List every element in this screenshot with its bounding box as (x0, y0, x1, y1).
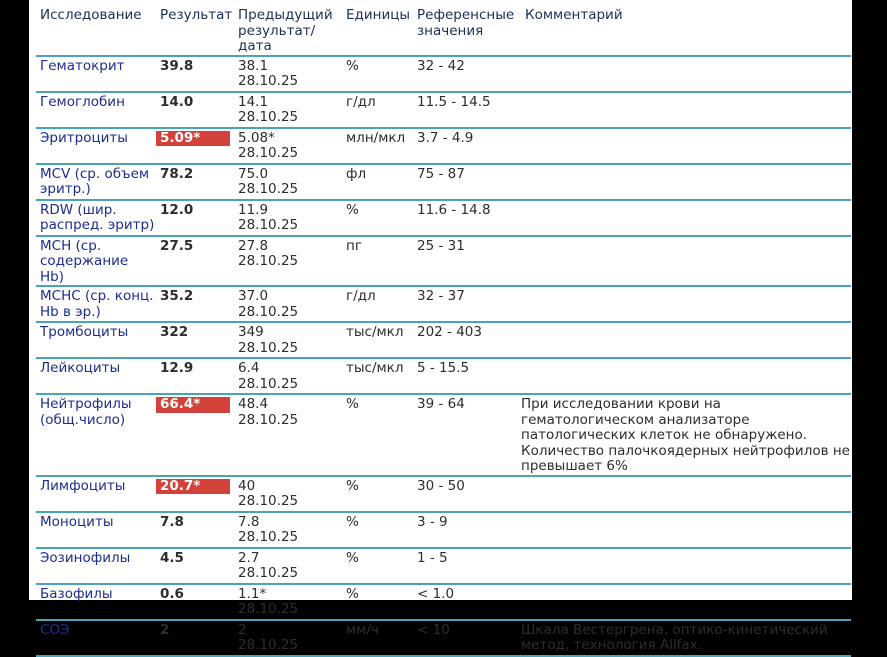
result-value: 78.2 (160, 165, 194, 182)
previous-value: 6.4 (238, 360, 260, 376)
header-units: Единицы (342, 8, 413, 56)
test-name: Базофилы (36, 584, 156, 620)
test-name: Эозинофилы (36, 548, 156, 584)
test-name: MCH (ср. содержание Hb) (36, 236, 156, 287)
comment-cell (521, 200, 851, 236)
previous-date: 28.10.25 (238, 529, 299, 545)
previous-value: 27.8 (238, 237, 269, 254)
result-cell (156, 56, 234, 92)
test-name: RDW (шир. распред. эритр) (36, 200, 156, 236)
result-cell (156, 358, 234, 394)
comment-cell (521, 128, 851, 164)
comment-cell (521, 286, 851, 322)
test-name: Гемоглобин (36, 92, 156, 128)
previous-cell (234, 164, 342, 200)
result-cell (156, 394, 234, 476)
previous-value: 48.4 (238, 396, 269, 412)
results-table (36, 8, 851, 657)
test-name: СОЭ (36, 620, 156, 656)
previous-cell (234, 394, 342, 476)
result-cell (156, 548, 234, 584)
results-body (36, 56, 851, 656)
units-cell: тыс/мкл (342, 322, 413, 358)
reference-cell: 3.7 - 4.9 (413, 128, 521, 164)
result-value: 12.0 (160, 201, 194, 218)
reference-cell: 32 - 42 (413, 56, 521, 92)
units-cell: тыс/мкл (342, 358, 413, 394)
reference-cell: < 10 (413, 620, 521, 656)
comment-cell: При исследовании крови на гематологическом анализаторе патологических клеток не обнаружено. Количество палочкоядерных нейтрофилов не превышает 6% (521, 396, 850, 474)
previous-cell (234, 92, 342, 128)
test-name: Тромбоциты (36, 322, 156, 358)
result-value: 14.0 (160, 93, 194, 110)
units-cell: % (342, 476, 413, 512)
previous-date: 28.10.25 (238, 73, 299, 89)
table-row (36, 236, 851, 287)
previous-date: 28.10.25 (238, 339, 299, 356)
test-name: Нейтрофилы (общ.число) (36, 394, 156, 476)
result-cell (156, 92, 234, 128)
previous-date: 28.10.25 (238, 637, 299, 653)
test-name: Лимфоциты (36, 476, 156, 512)
previous-value: 349 (238, 324, 264, 340)
previous-date: 28.10.25 (238, 253, 299, 269)
units-cell: млн/мкл (342, 128, 413, 164)
test-name: Гематокрит (36, 56, 156, 92)
header-result: Результат (156, 8, 234, 56)
comment-cell: Шкала Вестергрена, оптико-кинетический метод, технология Alifax. (521, 620, 851, 656)
table-row (36, 584, 851, 620)
table-row (36, 286, 851, 322)
reference-cell: 202 - 403 (413, 322, 521, 358)
previous-date: 28.10.25 (238, 303, 299, 320)
comment-cell (521, 584, 851, 620)
result-cell (156, 164, 234, 200)
comment-cell (521, 322, 851, 358)
units-cell: % (342, 584, 413, 620)
lab-report-page (29, 0, 852, 653)
previous-cell (234, 512, 342, 548)
previous-date: 28.10.25 (238, 565, 299, 581)
previous-value: 1.1* (238, 585, 267, 602)
table-row (36, 322, 851, 358)
previous-value: 5.08* (238, 129, 275, 146)
result-cell (156, 584, 234, 620)
comment-cell (521, 358, 851, 394)
units-cell: % (342, 56, 413, 92)
result-cell (156, 512, 234, 548)
units-cell: % (342, 394, 413, 476)
result-cell (156, 620, 234, 656)
result-cell (156, 200, 234, 236)
previous-cell (234, 322, 342, 358)
result-value: 35.2 (160, 288, 194, 304)
units-cell: % (342, 200, 413, 236)
result-value: 2 (160, 621, 170, 638)
reference-cell: 11.5 - 14.5 (413, 92, 521, 128)
header-previous: Предыдущий результат/дата (234, 8, 342, 56)
result-value: 4.5 (160, 549, 184, 566)
comment-cell (521, 512, 851, 548)
result-value: 20.7* (156, 479, 230, 495)
units-cell: % (342, 548, 413, 584)
previous-value: 40 (238, 477, 256, 494)
units-cell: г/дл (342, 92, 413, 128)
reference-cell: 3 - 9 (413, 512, 521, 548)
previous-value: 11.9 (238, 201, 269, 218)
result-value: 39.8 (160, 57, 194, 74)
reference-cell: 11.6 - 14.8 (413, 200, 521, 236)
test-name: MCV (ср. объем эритр.) (36, 164, 156, 200)
comment-cell (521, 548, 851, 584)
reference-cell: 5 - 15.5 (413, 358, 521, 394)
table-row (36, 394, 851, 476)
previous-date: 28.10.25 (238, 601, 299, 617)
units-cell: мм/ч (342, 620, 413, 656)
previous-date: 28.10.25 (238, 109, 299, 125)
units-cell: фл (342, 164, 413, 200)
test-name: Лейкоциты (36, 358, 156, 394)
test-name: Эритроциты (36, 128, 156, 164)
previous-value: 7.8 (238, 513, 260, 530)
previous-cell (234, 128, 342, 164)
reference-cell: 32 - 37 (413, 286, 521, 322)
previous-value: 37.0 (238, 288, 269, 304)
previous-cell (234, 476, 342, 512)
result-value: 12.9 (160, 360, 194, 376)
previous-cell (234, 56, 342, 92)
previous-date: 28.10.25 (238, 145, 299, 161)
previous-cell (234, 286, 342, 322)
previous-cell (234, 358, 342, 394)
header-reference: Референсные значения (413, 8, 521, 56)
previous-value: 14.1 (238, 93, 269, 110)
reference-cell: 30 - 50 (413, 476, 521, 512)
previous-date: 28.10.25 (238, 493, 299, 509)
table-row (36, 512, 851, 548)
test-name: MCHC (ср. конц. Hb в эр.) (36, 286, 156, 322)
reference-cell: < 1.0 (413, 584, 521, 620)
table-row (36, 620, 851, 656)
header-row (36, 8, 851, 56)
comment-cell (521, 92, 851, 128)
result-value: 0.6 (160, 585, 184, 602)
result-value: 5.09* (156, 131, 230, 147)
result-cell (156, 476, 234, 512)
previous-cell (234, 236, 342, 287)
units-cell: % (342, 512, 413, 548)
result-value: 66.4* (156, 397, 230, 413)
table-row (36, 200, 851, 236)
previous-cell (234, 584, 342, 620)
result-cell (156, 322, 234, 358)
result-cell (156, 236, 234, 287)
previous-date: 28.10.25 (238, 411, 299, 428)
reference-cell: 75 - 87 (413, 164, 521, 200)
comment-cell (521, 164, 851, 200)
previous-date: 28.10.25 (238, 181, 299, 197)
reference-cell: 1 - 5 (413, 548, 521, 584)
result-value: 27.5 (160, 237, 194, 254)
previous-date: 28.10.25 (238, 217, 299, 233)
result-value: 322 (160, 324, 189, 340)
reference-cell: 39 - 64 (413, 394, 521, 476)
previous-cell (234, 620, 342, 656)
result-cell (156, 286, 234, 322)
previous-value: 2 (238, 621, 247, 638)
comment-cell (521, 476, 851, 512)
reference-cell: 25 - 31 (413, 236, 521, 287)
table-row (36, 164, 851, 200)
previous-cell (234, 200, 342, 236)
header-test: Исследование (36, 8, 156, 56)
previous-value: 2.7 (238, 549, 260, 566)
result-value: 7.8 (160, 513, 184, 530)
comment-cell (521, 56, 851, 92)
test-name: Моноциты (36, 512, 156, 548)
previous-value: 38.1 (238, 57, 269, 74)
table-row (36, 92, 851, 128)
units-cell: г/дл (342, 286, 413, 322)
header-comment: Комментарий (521, 8, 851, 56)
previous-cell (234, 548, 342, 584)
table-row (36, 548, 851, 584)
comment-cell (521, 236, 851, 287)
table-row (36, 128, 851, 164)
table-row (36, 358, 851, 394)
previous-date: 28.10.25 (238, 375, 299, 392)
result-cell (156, 128, 234, 164)
table-row (36, 476, 851, 512)
previous-value: 75.0 (238, 165, 269, 182)
units-cell: пг (342, 236, 413, 287)
table-row (36, 56, 851, 92)
